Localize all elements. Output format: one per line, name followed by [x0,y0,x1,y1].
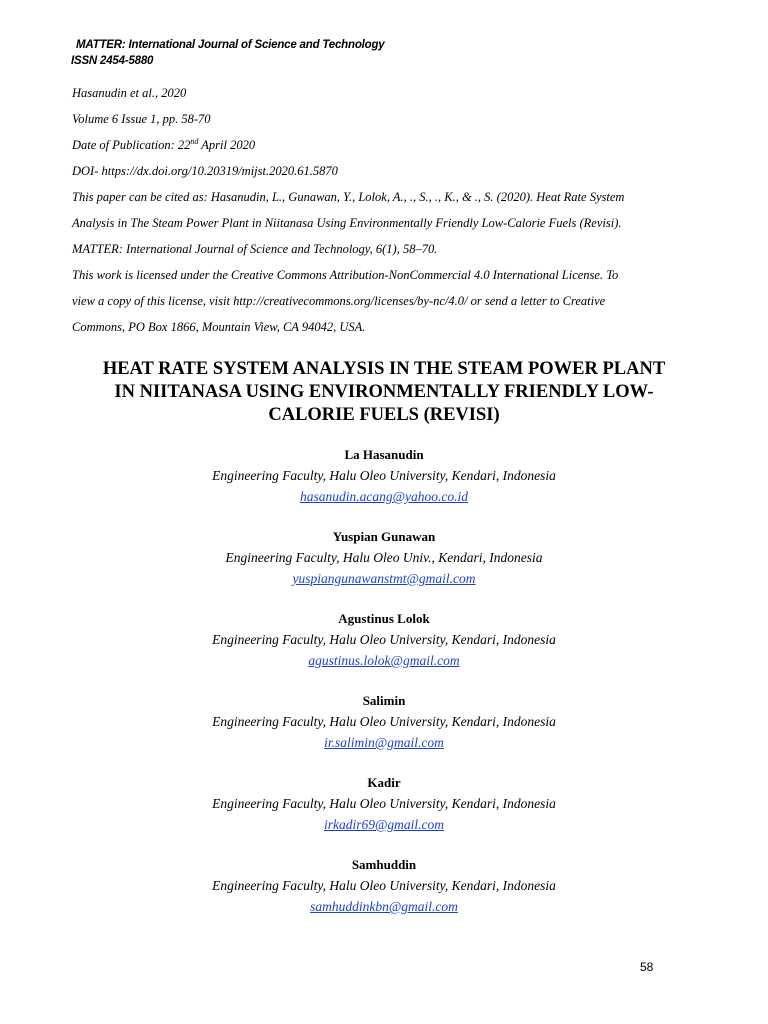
author-affiliation: Engineering Faculty, Halu Oleo University, Kendari, Indonesia [212,714,556,729]
title-line: HEAT RATE SYSTEM ANALYSIS IN THE STEAM POWER PLANT [102,359,666,379]
author-email-link[interactable]: yuspiangunawanstmt@gmail.com [292,571,476,586]
journal-name: International Journal of Science and Technology [128,39,385,51]
author-affiliation: Engineering Faculty, Halu Oleo University, Kendari, Indonesia [212,468,556,483]
issn: ISSN 2454-5880 [71,55,154,67]
author-email-link[interactable]: agustinus.lolok@gmail.com [308,653,460,668]
publication-date: Date of Publication: 22nd April 2020 [72,136,256,152]
author-block [60,608,708,690]
author-affiliation: Engineering Faculty, Halu Oleo Univ., Kendari, Indonesia [225,550,543,565]
title-line: IN NIITANASA USING ENVIRONMENTALLY FRIENDLY LOW- [114,382,654,402]
author-email-link[interactable]: ir.salimin@gmail.com [324,735,444,750]
author-block [60,526,708,608]
citation-line: Analysis in The Steam Power Plant in Niitanasa Using Environmentally Friendly Low-Calorie Fuels (Revisi). [72,216,622,230]
author-block [60,854,708,936]
author-affiliation: Engineering Faculty, Halu Oleo University, Kendari, Indonesia [212,878,556,893]
author-name: Salimin [362,693,406,708]
author-name: Agustinus Lolok [338,611,430,626]
journal-prefix: MATTER: [76,39,126,51]
author-affiliation: Engineering Faculty, Halu Oleo University, Kendari, Indonesia [212,632,556,647]
author-email-link[interactable]: samhuddinkbn@gmail.com [310,899,458,914]
author-block [60,444,708,526]
doi-link[interactable]: DOI- https://dx.doi.org/10.20319/mijst.2020.61.5870 [72,164,338,178]
paper-title [60,358,708,427]
citation-line: This paper can be cited as: Hasanudin, L., Gunawan, Y., Lolok, A., ., S., ., K., & ., S. (2020). Heat Rate System [72,190,625,204]
author-block [60,772,708,854]
author-name: Kadir [367,775,401,790]
volume-info: Volume 6 Issue 1, pp. 58-70 [72,112,211,126]
date-ordinal: nd [190,136,199,146]
journal-header [71,37,385,69]
license-line: This work is licensed under the Creative Commons Attribution-NonCommercial 4.0 International License. To [72,268,619,282]
license-line: Commons, PO Box 1866, Mountain View, CA 94042, USA. [72,320,366,334]
article-metadata [72,80,712,340]
license-line: view a copy of this license, visit http://creativecommons.org/licenses/by-nc/4.0/ or send a letter to Creative [72,294,606,308]
journal-title [76,37,385,53]
author-name: Yuspian Gunawan [332,529,436,544]
title-line: CALORIE FUELS (REVISI) [268,405,500,425]
author-list [60,444,708,936]
author-email-link[interactable]: hasanudin.acang@yahoo.co.id [299,489,469,504]
author-block [60,690,708,772]
author-name: La Hasanudin [344,447,424,462]
authors-year: Hasanudin et al., 2020 [72,86,187,100]
author-affiliation: Engineering Faculty, Halu Oleo University, Kendari, Indonesia [212,796,556,811]
page-number: 58 [640,960,654,974]
author-email-link[interactable]: irkadir69@gmail.com [323,817,445,832]
citation-line: MATTER: International Journal of Science and Technology, 6(1), 58–70. [72,242,438,256]
author-name: Samhuddin [351,857,417,872]
